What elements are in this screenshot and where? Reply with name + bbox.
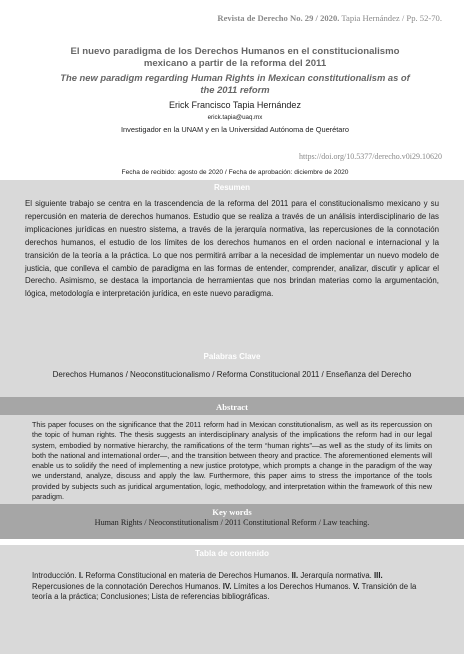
- toc-heading: Tabla de contenido: [195, 549, 269, 558]
- toc-intro[interactable]: Introducción.: [32, 571, 77, 580]
- resumen-text: El siguiente trabajo se centra en la trascendencia de la reforma del 2011 para el constitucionalismo mexicano y su repercusión en materia de derechos humanos. Estudio que se realiza a través de un análisis interdisciplinario de las implicaciones jurídicas en nuestro sistema, a través de la jerarquía normativa, las repercusiones de la connotación derechos humanos, el estudio de los límites de los derechos humanos en el orden nacional e internacional y la transición de la teoría a la práctica. Lo que nos permitirá arribar a la necesidad de implementar un nuevo modelo de justicia, que conlleva el cambio de paradigma en las formas de entender, comprender, analizar, discutir y aplicar el Derecho. Asimismo, se destaca la importancia de herramientas que nos brindan materias como la argumentación, lógica, metodología e interpretación jurídica, en este nuevo paradigma.: [25, 199, 439, 299]
- title-english-line-1: The new paradigm regarding Human Rights in Mexican constitutionalism as of: [60, 72, 410, 83]
- title-english-line-2: the 2011 reform: [200, 84, 270, 95]
- journal-pages: Tapia Hernández / Pp. 52-70.: [341, 13, 442, 23]
- journal-header: [217, 13, 442, 23]
- palabras-clave-heading: Palabras Clave: [203, 352, 261, 361]
- toc-item-5-num: V.: [352, 581, 360, 591]
- palabras-clave-text: Derechos Humanos / Neoconstitucionalismo / Reforma Constitucional 2011 / Enseñanza del Derecho: [52, 370, 412, 379]
- toc-item-3[interactable]: Repercusiones de la connotación Derechos Humanos.: [32, 581, 221, 591]
- author-email[interactable]: erick.tapia@uaq.mx: [207, 114, 263, 121]
- author-affiliation: Investigador en la UNAM y en la Universidad Autónoma de Querétaro: [120, 125, 349, 134]
- title-spanish-line-2: mexicano a partir de la reforma del 2011: [143, 58, 327, 69]
- abstract-heading: Abstract: [216, 402, 248, 412]
- toc-item-3-num: III.: [374, 571, 383, 580]
- toc-item-2[interactable]: Jerarquía normativa.: [300, 571, 372, 580]
- resumen-heading: Resumen: [213, 183, 250, 192]
- toc-item-4-num: IV.: [222, 581, 232, 591]
- keywords-heading: Key words: [212, 507, 252, 517]
- journal-name: Revista de Derecho No. 29 / 2020.: [217, 13, 340, 23]
- keywords-text: Human Rights / Neoconstitutionalism / 2011 Constitutional Reform / Law teaching.: [94, 518, 370, 527]
- doi-link[interactable]: https://doi.org/10.5377/derecho.v0i29.10620: [299, 152, 442, 161]
- author-name: Erick Francisco Tapia Hernández: [169, 100, 301, 110]
- toc-item-2-num: II.: [291, 571, 299, 580]
- toc-item-1-num: I.: [78, 571, 84, 580]
- toc-item-1[interactable]: Reforma Constitucional en materia de Derechos Humanos.: [85, 571, 290, 580]
- toc-text: [32, 571, 432, 603]
- toc-item-5[interactable]: Transición de la teoría a la práctica; Conclusiones; Lista de referencias bibliográficas.: [32, 581, 417, 602]
- article-dates: Fecha de recibido: agosto de 2020 / Fecha de aprobación: diciembre de 2020: [121, 169, 349, 176]
- title-spanish: [40, 46, 430, 70]
- abstract-text: This paper focuses on the significance that the 2011 reform had in Mexican constitutionalism, as well as its repercussion on the topic of human rights. The thesis suggests an interdisciplinary analysis of the implications the reform had in our legal system, embodied by normative hierarchy, the ramifications of the term “human rights”—as well as the study of its limits on both the national and international order—, and the transition between theory and practice. The aforementioned elements will enable us to solidify the need of implementing a new justice prototype, which prompts a change in the paradigm of the way we understand, analyze, discuss and apply the law. Furthermore, this paper aims to stress the importance of the tools provided by subjects such as juridical argumentation, logic, methodology, and interpretation within the framework of this new paradigm.: [32, 420, 432, 502]
- toc-item-4[interactable]: Límites a los Derechos Humanos.: [233, 581, 351, 591]
- title-spanish-line-1: El nuevo paradigma de los Derechos Humanos en el constitucionalismo: [70, 46, 400, 57]
- title-english: [40, 72, 430, 96]
